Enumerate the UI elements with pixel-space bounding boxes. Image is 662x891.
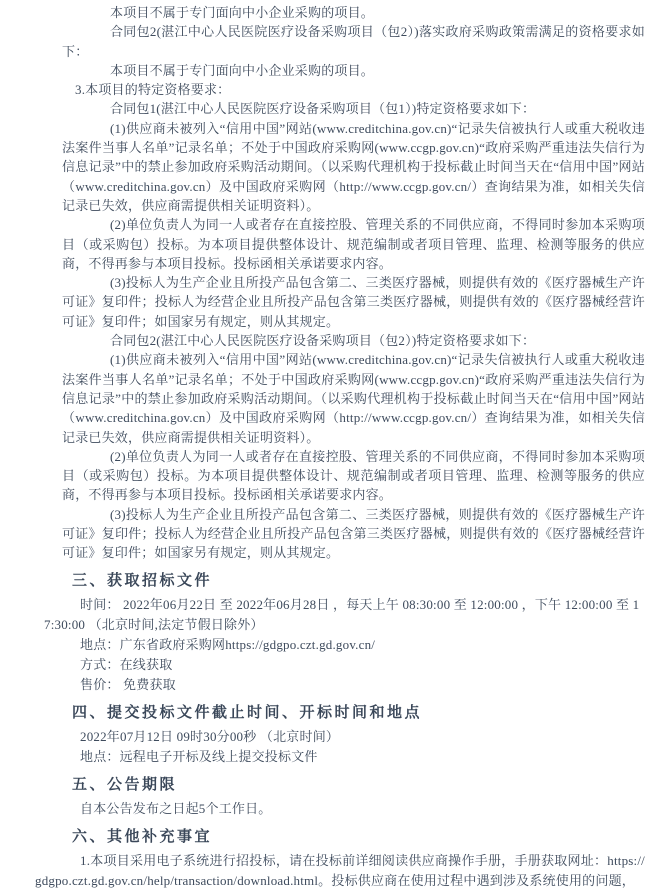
qualification-paragraph: 本项目不属于专门面向中小企业采购的项目。 <box>110 62 375 78</box>
section-line: 方式：在线获取 <box>80 656 173 672</box>
section-line: 自本公告发布之日起5个工作日。 <box>80 800 272 816</box>
qualification-paragraph: 3.本项目的特定资格要求： <box>75 82 231 98</box>
section-line: 地点：广东省政府采购网https://gdgpo.czt.gd.gov.cn/ <box>80 636 376 652</box>
document-section <box>0 704 662 767</box>
section-heading: 六、其他补充事宜 <box>72 827 213 845</box>
section-heading: 五、公告期限 <box>72 775 178 793</box>
section-line: 地点：远程电子开标及线上提交投标文件 <box>80 748 318 764</box>
section-line: 2022年07月12日 09时30分00秒 （北京时间） <box>80 728 340 744</box>
qualification-paragraph: (3)投标人为生产企业且所投产品包含第二、三类医疗器械，则提供有效的《医疗器械生产许可证》复印件；投标人为经营企业且所投产品包含第三类医疗器械，则提供有效的《医疗器械经营许可证》复印件；如国家另有规定，则从其规定。 <box>62 506 645 561</box>
qualification-paragraph: (1)供应商未被列入“信用中国”网站(www.creditchina.gov.cn)“记录失信被执行人或重大税收违法案件当事人名单”记录名单；不处于中国政府采购网(www.ccgp.gov.cn)“政府采购严重违法失信行为信息记录”中的禁止参加政府采购活动期间。（以采购代理机构于投标截止时间当天在“信用中国”网站（www.creditchina.gov.cn）及中国政府采购网（http://www.ccgp.gov.cn/）查询结果为准，如相关失信记录已失效，供应商需提供相关证明资料）。 <box>62 120 645 213</box>
section-line: 时间： 2022年06月22日 至 2022年06月28日 ，每天上午 08:30:00 至 12:00:00 ，下午 12:00:00 至 17:30:00 （北京时间,法定节假日除外） <box>44 596 640 632</box>
qualification-requirements-block <box>62 0 645 563</box>
qualification-paragraph: (3)投标人为生产企业且所投产品包含第二、三类医疗器械，则提供有效的《医疗器械生产许可证》复印件；投标人为经营企业且所投产品包含第三类医疗器械，则提供有效的《医疗器械经营许可证》复印件；如国家另有规定，则从其规定。 <box>62 275 645 329</box>
qualification-paragraph: 合同包2(湛江中心人民医院医疗设备采购项目（包2）)落实政府采购政策需满足的资格要求如下： <box>62 24 645 59</box>
document-section <box>0 828 662 891</box>
qualification-paragraph: (2)单位负责人为同一人或者存在直接控股、管理关系的不同供应商，不得同时参加本采购项目（或采购包）投标。为本项目提供整体设计、规范编制或者项目管理、监理、检测等服务的供应商，不得再参与本项目投标。投标函相关承诺要求内容。 <box>62 448 645 503</box>
qualification-paragraph: (1)供应商未被列入“信用中国”网站(www.creditchina.gov.cn)“记录失信被执行人或重大税收违法案件当事人名单”记录名单；不处于中国政府采购网(www.ccgp.gov.cn)“政府采购严重违法失信行为信息记录”中的禁止参加政府采购活动期间。（以采购代理机构于投标截止时间当天在“信用中国”网站（www.creditchina.gov.cn）及中国政府采购网（http://www.ccgp.gov.cn/）查询结果为准，如相关失信记录已失效，供应商需提供相关证明资料）。 <box>62 352 645 445</box>
document-section <box>0 776 662 819</box>
sections-container <box>0 572 662 891</box>
qualification-paragraph: 本项目不属于专门面向中小企业采购的项目。 <box>110 5 375 20</box>
section-line: 售价： 免费获取 <box>80 676 176 692</box>
qualification-paragraph: 合同包2(湛江中心人民医院医疗设备采购项目（包2）)特定资格要求如下： <box>110 333 536 349</box>
document-section <box>0 572 662 695</box>
section-line: 1.本项目采用电子系统进行招投标，请在投标前详细阅读供应商操作手册，手册获取网址：https://gdgpo.czt.gd.gov.cn/help/transaction/download.html。投标供应商在使用过程中遇到涉及系统使用的问题， <box>35 852 645 888</box>
qualification-paragraph: (2)单位负责人为同一人或者存在直接控股、管理关系的不同供应商，不得同时参加本采购项目（或采购包）投标。为本项目提供整体设计、规范编制或者项目管理、监理、检测等服务的供应商，不得再参与本项目投标。投标函相关承诺要求内容。 <box>62 217 645 271</box>
qualification-paragraph: 合同包1(湛江中心人民医院医疗设备采购项目（包1）)特定资格要求如下： <box>110 101 536 117</box>
section-heading: 三、获取招标文件 <box>72 571 213 589</box>
section-heading: 四、提交投标文件截止时间、开标时间和地点 <box>72 703 423 721</box>
